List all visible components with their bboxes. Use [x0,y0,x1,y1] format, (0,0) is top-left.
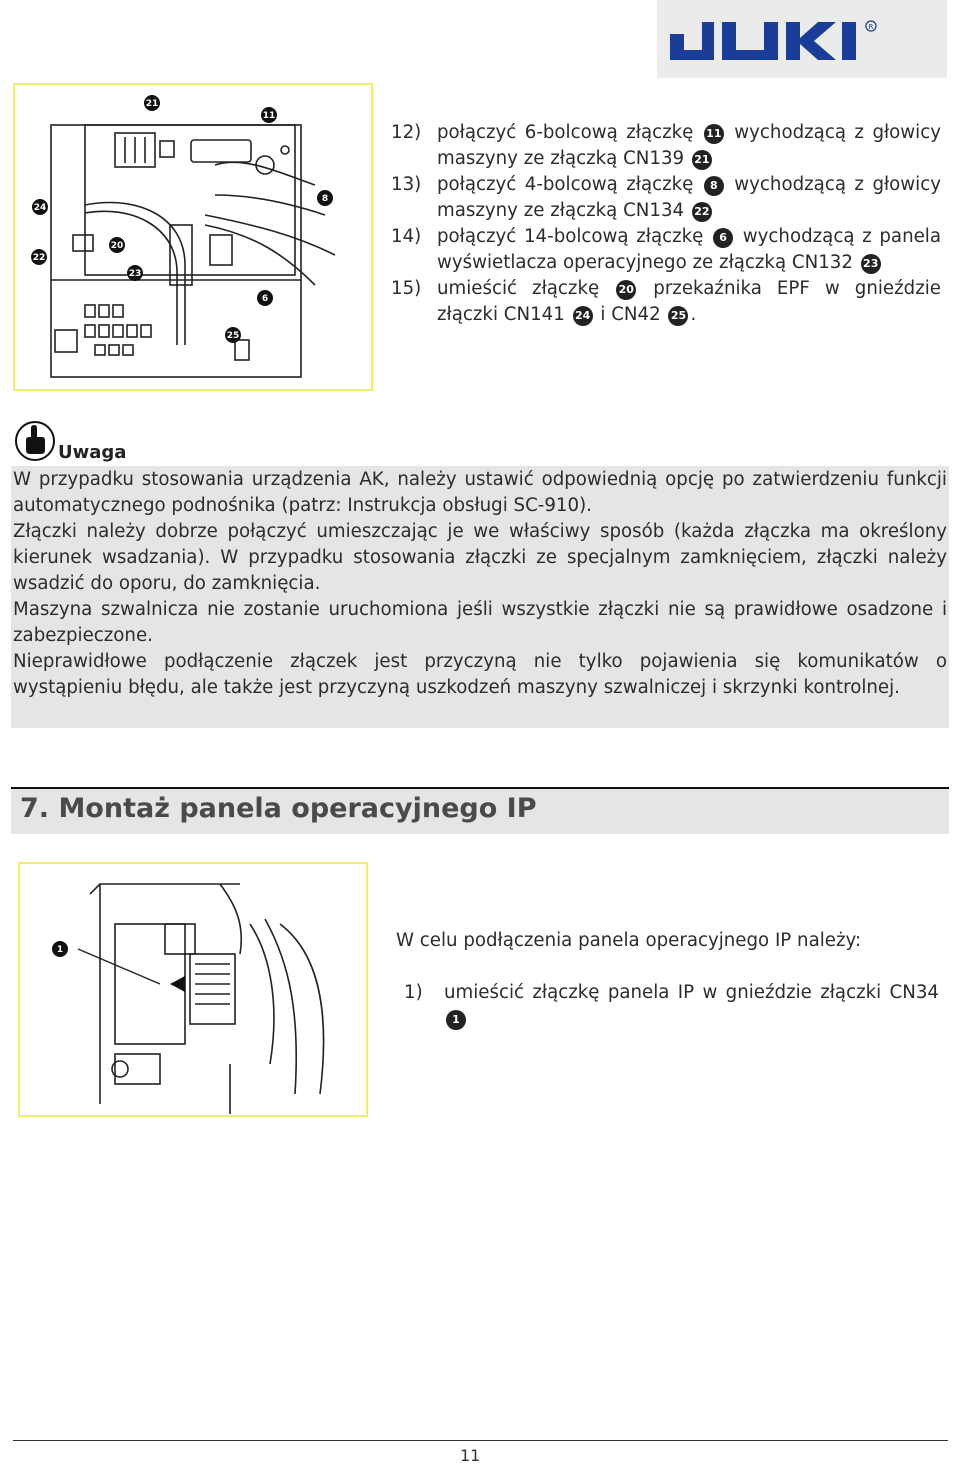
note-body [13,467,947,701]
step-number: 15) [391,278,422,299]
step-text: wychodzącą z głowicy maszyny ze złączką CN139 [437,122,941,169]
step-text: wychodzącą z głowicy maszyny ze złączką CN134 [437,174,941,221]
label-21: 21 [145,99,159,109]
note-paragraph: W przypadku stosowania urządzenia AK, należy ustawić odpowiednią opcję po zatwierdzeniu funkcji automatycznego podnośnika (patrz: Instrukcja obsługi SC-910). [13,469,947,516]
step-number: 1) [404,982,423,1003]
connection-steps [391,120,941,328]
page-number: 11 [460,1446,481,1465]
badge-20: 20 [616,280,636,300]
step-number: 13) [391,174,422,195]
step-text: połączyć 6-bolcową złączkę [437,122,694,143]
figure-connectors-control-box [13,83,373,391]
label-22: 22 [32,253,46,263]
label-1: 1 [56,945,64,955]
footer-divider [13,1440,948,1441]
figure-ip-drawing [20,864,366,1115]
step-text: umieścić złączkę panela IP w gnieździe złączki CN34 [444,982,939,1003]
badge-1: 1 [446,1010,466,1030]
step-number: 14) [391,226,422,247]
note-paragraph: Nieprawidłowe podłączenie złączek jest przyczyną nie tylko pojawienia się komunikatów o wystąpieniu błędu, ale także jest przyczyną uszkodzeń maszyny szwalniczej i skrzynki kontrolnej. [13,651,947,698]
step-text: połączyć 14-bolcową złączkę [437,226,704,247]
figure-ip-panel-connector [18,862,368,1117]
hand-warning-icon [14,420,56,462]
badge-25: 25 [668,306,688,326]
badge-21: 21 [692,150,712,170]
note-paragraph: Złączki należy dobrze połączyć umieszczając je we właściwy sposób (każda złączka ma określony kierunek wsadzania). W przypadku stosowania złączki ze specjalnym zamknięciem, złączki należy wsadzić do oporu, do zamknięcia. [13,521,947,594]
juki-logo-graphic [668,14,898,66]
section-title: 7. Montaż panela operacyjnego IP [20,793,537,824]
step-text-end: . [690,304,697,325]
label-24: 24 [33,203,47,213]
step-text: połączyć 4-bolcową złączkę [437,174,694,195]
label-11: 11 [262,111,276,121]
label-20: 20 [110,241,124,251]
badge-8: 8 [704,176,724,196]
label-25: 25 [226,331,240,341]
label-23: 23 [128,269,142,279]
badge-23: 23 [861,254,881,274]
note-paragraph: Maszyna szwalnicza nie zostanie uruchomiona jeśli wszystkie złączki nie są prawidłowe osadzone i zabezpieczone. [13,599,947,646]
ip-step-1 [396,980,939,1032]
figure-connectors-drawing [15,85,371,389]
step-number: 12) [391,122,422,143]
step-text: umieścić złączkę [437,278,600,299]
step-13 [391,172,941,224]
badge-6: 6 [713,228,733,248]
badge-24: 24 [573,306,593,326]
note-title: Uwaga [58,442,127,463]
juki-logo [668,14,898,66]
step-15 [391,276,941,328]
step-12 [391,120,941,172]
ip-intro: W celu podłączenia panela operacyjnego IP należy: [396,930,862,951]
label-8: 8 [321,194,329,204]
badge-11: 11 [704,124,724,144]
label-6: 6 [261,294,269,304]
step-text: wychodzącą z panela wyświetlacza operacyjnego ze złączką CN132 [437,226,941,273]
ip-instructions [396,928,939,1032]
step-14 [391,224,941,276]
svg-text:R: R [868,23,874,31]
step-text: i CN42 [600,304,661,325]
step-text: przekaźnika EPF w gnieździe złączki CN141 [437,278,941,325]
badge-22: 22 [692,202,712,222]
